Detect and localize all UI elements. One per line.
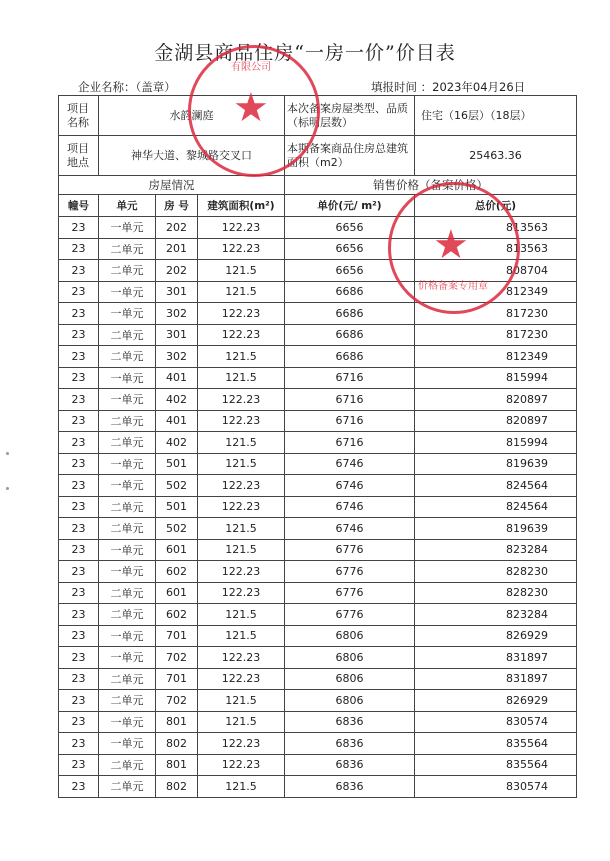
seal-star-icon: ★ [233, 85, 269, 131]
area-cell: 122.23 [198, 754, 285, 776]
total-price-cell: 830574 [415, 776, 577, 798]
building-cell: 23 [59, 324, 99, 346]
room-cell: 801 [156, 711, 198, 733]
project-name-value: 水韵澜庭 [99, 96, 285, 136]
building-cell: 23 [59, 260, 99, 282]
col-unit: 单元 [99, 195, 156, 217]
room-cell: 502 [156, 518, 198, 540]
room-cell: 601 [156, 539, 198, 561]
area-cell: 121.5 [198, 776, 285, 798]
unit-price-cell: 6686 [285, 281, 415, 303]
room-cell: 302 [156, 346, 198, 368]
table-row [59, 561, 577, 583]
area-cell: 122.23 [198, 647, 285, 669]
unit-cell: 二单元 [99, 324, 156, 346]
unit-price-cell: 6776 [285, 582, 415, 604]
room-cell: 802 [156, 776, 198, 798]
total-price-cell: 813563 [415, 238, 577, 260]
unit-price-cell: 6836 [285, 754, 415, 776]
building-cell: 23 [59, 453, 99, 475]
unit-cell: 二单元 [99, 668, 156, 690]
area-cell: 122.23 [198, 496, 285, 518]
total-price-cell: 826929 [415, 690, 577, 712]
unit-cell: 二单元 [99, 776, 156, 798]
col-room: 房 号 [156, 195, 198, 217]
table-row [59, 733, 577, 755]
area-cell: 121.5 [198, 260, 285, 282]
building-cell: 23 [59, 582, 99, 604]
table-row [59, 647, 577, 669]
unit-cell: 二单元 [99, 410, 156, 432]
house-info-header: 房屋情况 [59, 176, 285, 195]
total-area-value: 25463.36 [415, 136, 577, 176]
room-cell: 401 [156, 410, 198, 432]
area-cell: 121.5 [198, 432, 285, 454]
area-cell: 122.23 [198, 733, 285, 755]
price-info-header: 销售价格（备案价格） [285, 176, 577, 195]
unit-cell: 一单元 [99, 303, 156, 325]
col-total-price: 总价(元) [415, 195, 577, 217]
building-cell: 23 [59, 668, 99, 690]
table-row [59, 776, 577, 798]
area-cell: 122.23 [198, 324, 285, 346]
col-area: 建筑面积(m²) [198, 195, 285, 217]
unit-cell: 二单元 [99, 432, 156, 454]
total-price-cell: 808704 [415, 260, 577, 282]
house-type-label: 本次备案房屋类型、品质（标明层数） [285, 96, 415, 136]
building-cell: 23 [59, 604, 99, 626]
unit-price-cell: 6806 [285, 668, 415, 690]
building-cell: 23 [59, 647, 99, 669]
unit-cell: 一单元 [99, 389, 156, 411]
unit-price-cell: 6746 [285, 475, 415, 497]
total-price-cell: 820897 [415, 389, 577, 411]
room-cell: 601 [156, 582, 198, 604]
room-cell: 301 [156, 281, 198, 303]
area-cell: 121.5 [198, 690, 285, 712]
total-price-cell: 812349 [415, 281, 577, 303]
table-row [59, 668, 577, 690]
total-price-cell: 835564 [415, 754, 577, 776]
table-row [59, 346, 577, 368]
room-cell: 701 [156, 668, 198, 690]
table-row [59, 754, 577, 776]
table-row [59, 389, 577, 411]
building-cell: 23 [59, 733, 99, 755]
area-cell: 122.23 [198, 561, 285, 583]
table-row [59, 518, 577, 540]
room-cell: 401 [156, 367, 198, 389]
unit-cell: 二单元 [99, 346, 156, 368]
unit-price-cell: 6656 [285, 260, 415, 282]
building-cell: 23 [59, 625, 99, 647]
unit-cell: 一单元 [99, 281, 156, 303]
house-type-value: 住宅（16层）（18层） [415, 96, 577, 136]
building-cell: 23 [59, 496, 99, 518]
total-price-cell: 824564 [415, 475, 577, 497]
total-price-cell: 813563 [415, 217, 577, 239]
total-price-cell: 830574 [415, 711, 577, 733]
building-cell: 23 [59, 238, 99, 260]
building-cell: 23 [59, 410, 99, 432]
report-date: 填报时间 ：2023年04月26日 [371, 80, 526, 94]
building-cell: 23 [59, 367, 99, 389]
room-cell: 201 [156, 238, 198, 260]
room-cell: 402 [156, 432, 198, 454]
area-cell: 122.23 [198, 582, 285, 604]
unit-price-cell: 6716 [285, 367, 415, 389]
table-row [59, 604, 577, 626]
building-cell: 23 [59, 776, 99, 798]
room-cell: 702 [156, 690, 198, 712]
total-price-cell: 826929 [415, 625, 577, 647]
area-cell: 121.5 [198, 604, 285, 626]
unit-price-cell: 6836 [285, 711, 415, 733]
total-price-cell: 815994 [415, 432, 577, 454]
room-cell: 202 [156, 217, 198, 239]
unit-cell: 一单元 [99, 647, 156, 669]
area-cell: 122.23 [198, 475, 285, 497]
col-unit-price: 单价(元/ m²) [285, 195, 415, 217]
building-cell: 23 [59, 518, 99, 540]
total-price-cell: 835564 [415, 733, 577, 755]
area-cell: 122.23 [198, 238, 285, 260]
total-price-cell: 824564 [415, 496, 577, 518]
total-price-cell: 815994 [415, 367, 577, 389]
table-row [59, 690, 577, 712]
total-price-cell: 831897 [415, 668, 577, 690]
total-price-cell: 812349 [415, 346, 577, 368]
page-title: 金湖县商品住房“一房一价”价目表 [154, 42, 456, 64]
unit-price-cell: 6656 [285, 238, 415, 260]
unit-price-cell: 6776 [285, 561, 415, 583]
area-cell: 122.23 [198, 217, 285, 239]
unit-price-cell: 6686 [285, 303, 415, 325]
unit-price-cell: 6716 [285, 410, 415, 432]
room-cell: 501 [156, 496, 198, 518]
unit-price-cell: 6686 [285, 324, 415, 346]
building-cell: 23 [59, 539, 99, 561]
room-cell: 701 [156, 625, 198, 647]
unit-cell: 二单元 [99, 260, 156, 282]
unit-cell: 一单元 [99, 561, 156, 583]
area-cell: 121.5 [198, 539, 285, 561]
unit-price-cell: 6806 [285, 647, 415, 669]
project-site-label: 项目 地点 [59, 136, 99, 176]
building-cell: 23 [59, 754, 99, 776]
table-row [59, 496, 577, 518]
project-name-label: 项目 名称 [59, 96, 99, 136]
seal-star-icon: ★ [433, 222, 469, 268]
table-row [59, 711, 577, 733]
total-price-cell: 819639 [415, 518, 577, 540]
unit-cell: 一单元 [99, 733, 156, 755]
building-cell: 23 [59, 475, 99, 497]
unit-price-cell: 6716 [285, 389, 415, 411]
room-cell: 702 [156, 647, 198, 669]
room-cell: 402 [156, 389, 198, 411]
room-cell: 302 [156, 303, 198, 325]
unit-price-cell: 6836 [285, 733, 415, 755]
unit-cell: 一单元 [99, 367, 156, 389]
unit-cell: 一单元 [99, 217, 156, 239]
area-cell: 122.23 [198, 668, 285, 690]
table-row [59, 453, 577, 475]
room-cell: 602 [156, 561, 198, 583]
company-seal-text: 有限公司 [231, 62, 271, 73]
total-price-cell: 817230 [415, 303, 577, 325]
unit-cell: 一单元 [99, 711, 156, 733]
unit-price-cell: 6746 [285, 453, 415, 475]
col-building: 幢号 [59, 195, 99, 217]
table-row [59, 582, 577, 604]
building-cell: 23 [59, 389, 99, 411]
unit-cell: 二单元 [99, 690, 156, 712]
unit-price-cell: 6746 [285, 518, 415, 540]
room-cell: 301 [156, 324, 198, 346]
total-price-cell: 817230 [415, 324, 577, 346]
total-price-cell: 831897 [415, 647, 577, 669]
area-cell: 122.23 [198, 303, 285, 325]
table-row [59, 367, 577, 389]
unit-price-cell: 6746 [285, 496, 415, 518]
total-price-cell: 823284 [415, 604, 577, 626]
scan-speck [6, 452, 9, 455]
company-name-label: 企业名称：（盖章） [78, 80, 176, 94]
price-seal-text: 价格备案专用章 [418, 281, 488, 292]
unit-price-cell: 6686 [285, 346, 415, 368]
unit-cell: 二单元 [99, 582, 156, 604]
unit-cell: 一单元 [99, 539, 156, 561]
table-row [59, 539, 577, 561]
company-seal [188, 45, 320, 177]
area-cell: 121.5 [198, 281, 285, 303]
unit-price-cell: 6806 [285, 625, 415, 647]
unit-cell: 二单元 [99, 496, 156, 518]
price-filing-seal [388, 182, 520, 314]
total-price-cell: 828230 [415, 582, 577, 604]
building-cell: 23 [59, 281, 99, 303]
building-cell: 23 [59, 561, 99, 583]
area-cell: 121.5 [198, 346, 285, 368]
total-price-cell: 823284 [415, 539, 577, 561]
total-price-cell: 820897 [415, 410, 577, 432]
unit-price-cell: 6656 [285, 217, 415, 239]
room-cell: 502 [156, 475, 198, 497]
area-cell: 122.23 [198, 389, 285, 411]
unit-cell: 一单元 [99, 475, 156, 497]
table-row [59, 432, 577, 454]
total-price-cell: 828230 [415, 561, 577, 583]
unit-price-cell: 6776 [285, 539, 415, 561]
building-cell: 23 [59, 217, 99, 239]
table-row [59, 410, 577, 432]
building-cell: 23 [59, 346, 99, 368]
unit-cell: 二单元 [99, 238, 156, 260]
area-cell: 121.5 [198, 518, 285, 540]
room-cell: 501 [156, 453, 198, 475]
room-cell: 602 [156, 604, 198, 626]
area-cell: 122.23 [198, 410, 285, 432]
building-cell: 23 [59, 690, 99, 712]
unit-cell: 二单元 [99, 518, 156, 540]
unit-cell: 二单元 [99, 754, 156, 776]
building-cell: 23 [59, 303, 99, 325]
table-row [59, 475, 577, 497]
table-row [59, 625, 577, 647]
unit-cell: 一单元 [99, 625, 156, 647]
unit-price-cell: 6836 [285, 776, 415, 798]
unit-price-cell: 6776 [285, 604, 415, 626]
table-row [59, 303, 577, 325]
total-price-cell: 819639 [415, 453, 577, 475]
area-cell: 121.5 [198, 625, 285, 647]
room-cell: 802 [156, 733, 198, 755]
unit-cell: 二单元 [99, 604, 156, 626]
total-area-label: 本期备案商品住房总建筑面积（m2） [285, 136, 415, 176]
unit-price-cell: 6806 [285, 690, 415, 712]
area-cell: 121.5 [198, 453, 285, 475]
area-cell: 121.5 [198, 711, 285, 733]
area-cell: 121.5 [198, 367, 285, 389]
unit-price-cell: 6716 [285, 432, 415, 454]
project-site-value: 神华大道、黎城路交叉口 [99, 136, 285, 176]
unit-cell: 一单元 [99, 453, 156, 475]
table-row [59, 324, 577, 346]
scan-speck [6, 487, 9, 490]
building-cell: 23 [59, 432, 99, 454]
room-cell: 202 [156, 260, 198, 282]
room-cell: 801 [156, 754, 198, 776]
building-cell: 23 [59, 711, 99, 733]
